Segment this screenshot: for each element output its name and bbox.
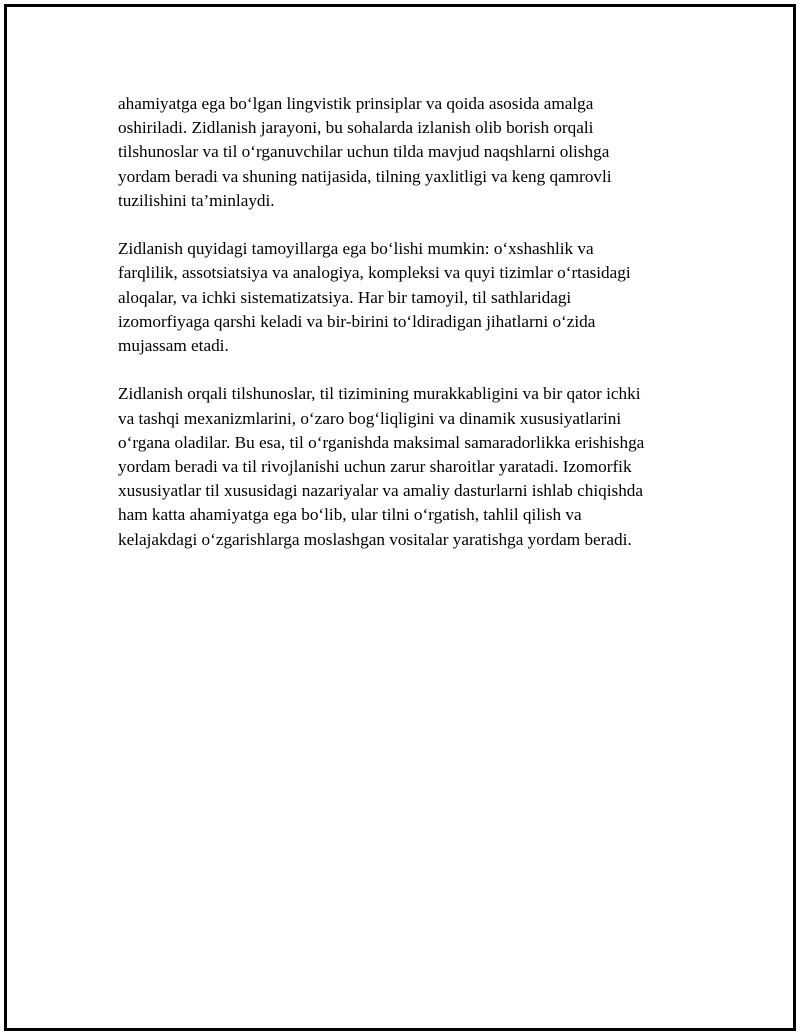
paragraph-2: Zidlanish quyidagi tamoyillarga ega bo‘lishi mumkin: o‘xshashlik va farqlilik, assotsiatsiya va analogiya, kompleksi va quyi tizimlar o‘rtasidagi aloqalar, va ichki sistematizatsiya. Har bir tamoyil, til sathlaridagi izomorfiyaga qarshi keladi va bir-birini to‘ldiradigan jihatlarni o‘zida mujassam etadi. <box>118 239 631 356</box>
document-body <box>118 92 708 576</box>
paragraph-1: ahamiyatga ega bo‘lgan lingvistik prinsiplar va qoida asosida amalga oshiriladi. Zidlanish jarayoni, bu sohalarda izlanish olib borish orqali tilshunoslar va til o‘rganuvchilar uchun tilda mavjud naqshlarni olishga yordam beradi va shuning natijasida, tilning yaxlitligi va keng qamrovli tuzilishini ta’minlaydi. <box>118 94 612 210</box>
paragraph-3: Zidlanish orqali tilshunoslar, til tizimining murakkabligini va bir qator ichki va tashqi mexanizmlarini, o‘zaro bog‘liqligini va dinamik xususiyatlarini o‘rgana oladilar. Bu esa, til o‘rganishda maksimal samaradorlikka erishishga yordam beradi va til rivojlanishi uchun zarur sharoitlar yaratadi. Izomorfik xususiyatlar til xususidagi nazariyalar va amaliy dasturlarni ishlab chiqishda ham katta ahamiyatga ega bo‘lib, ular tilni o‘rgatish, tahlil qilish va kelajakdagi o‘zgarishlarga moslashgan vositalar yaratishga yordam beradi. <box>118 384 645 549</box>
